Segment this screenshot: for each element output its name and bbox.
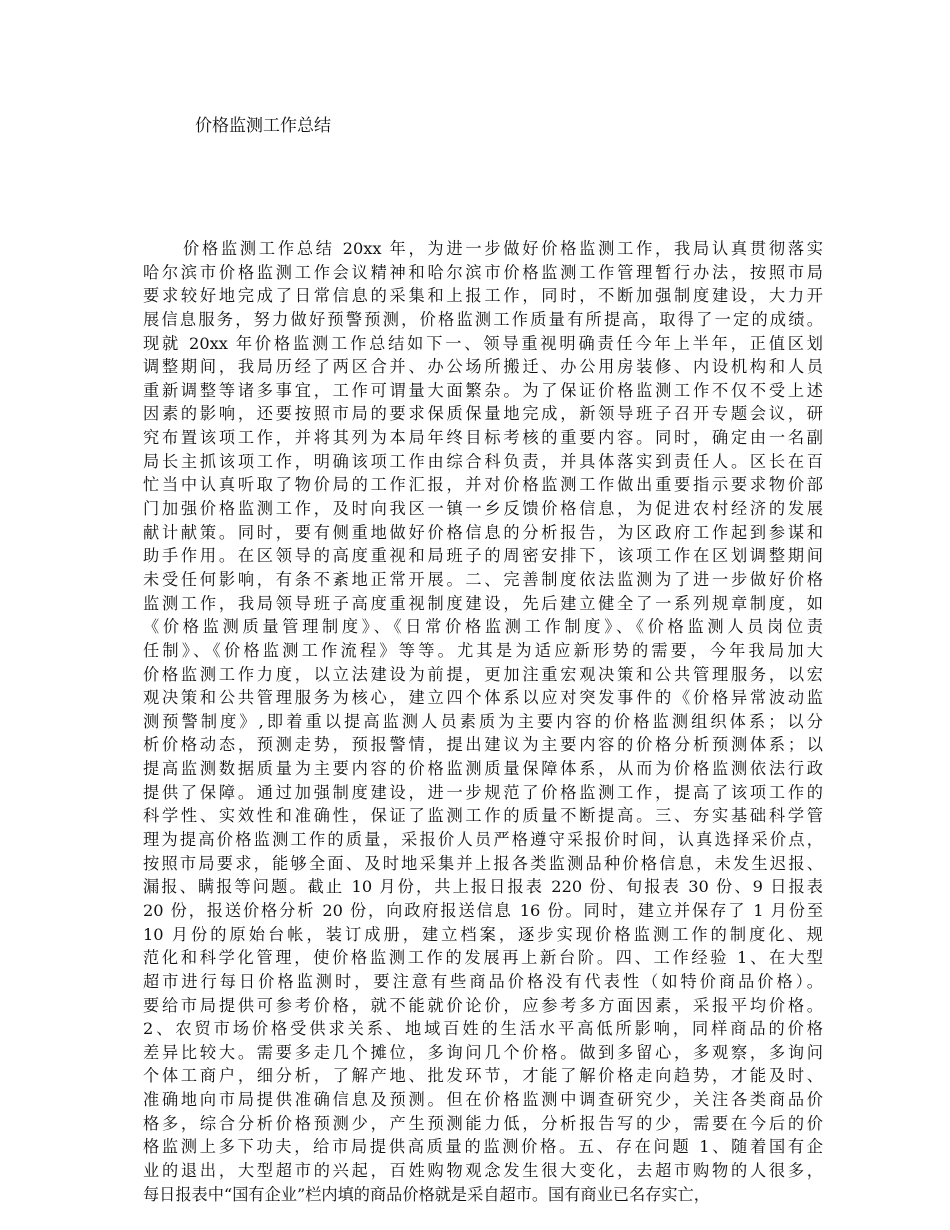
body-line: 观决策和公共管理服务为核心，建立四个体系以应对突发事件的《价格异常波动监 — [143, 688, 823, 708]
body-line: 忙当中认真听取了物价局的工作汇报，并对价格监测工作做出重要指示要求物价部 — [143, 475, 823, 495]
body-line: 按照市局要求，能够全面、及时地采集并上报各类监测品种价格信息，未发生迟报、 — [143, 853, 823, 873]
body-line: 哈尔滨市价格监测工作会议精神和哈尔滨市价格监测工作管理暂行办法，按照市局 — [143, 262, 823, 282]
body-line: 献计献策。同时，要有侧重地做好价格信息的分析报告，为区政府工作起到参谋和 — [143, 522, 823, 542]
document-body — [143, 237, 823, 1206]
body-line: 个体工商户，细分析，了解产地、批发环节，才能了解价格走向趋势，才能及时、 — [143, 1066, 823, 1086]
body-line: 任制》、《价格监测工作流程》等等。尤其是为适应新形势的需要，今年我局加大 — [143, 640, 823, 660]
body-line: 调整期间，我局历经了两区合并、办公场所搬迁、办公用房装修、内设机构和人员 — [143, 357, 823, 377]
body-line: 究布置该项工作，并将其列为本局年终目标考核的重要内容。同时，确定由一名副 — [143, 428, 823, 448]
body-line: 科学性、实效性和准确性，保证了监测工作的质量不断提高。三、夯实基础科学管 — [143, 806, 823, 826]
body-line: 漏报、瞒报等问题。截止 10 月份，共上报日报表 220 份、旬报表 30 份、9 日报表 — [143, 877, 823, 897]
body-line: 格多，综合分析价格预测少，产生预测能力低，分析报告写的少，需要在今后的价 — [143, 1113, 823, 1133]
body-line: 20 份，报送价格分析 20 份，向政府报送信息 16 份。同时，建立并保存了 1 月份至 — [143, 900, 823, 920]
body-line: 门加强价格监测工作，及时向我区一镇一乡反馈价格信息，为促进农村经济的发展 — [143, 499, 823, 519]
body-line: 《价格监测质量管理制度》、《日常价格监测工作制度》、《价格监测人员岗位责 — [143, 617, 823, 637]
body-line: 展信息服务，努力做好预警预测，价格监测工作质量有所提高，取得了一定的成绩。 — [143, 309, 823, 329]
body-line: 因素的影响，还要按照市局的要求保质保量地完成，新领导班子召开专题会议，研 — [143, 404, 823, 424]
body-line: 未受任何影响，有条不紊地正常开展。二、完善制度依法监测为了进一步做好价格 — [143, 569, 823, 589]
body-line: 测预警制度》,即着重以提高监测人员素质为主要内容的价格监测组织体系；以分 — [143, 711, 823, 731]
body-line: 范化和科学化管理，使价格监测工作的发展再上新台阶。四、工作经验 1、在大型 — [143, 948, 823, 968]
document-title: 价格监测工作总结 — [195, 116, 331, 136]
body-line: 提供了保障。通过加强制度建设，进一步规范了价格监测工作，提高了该项工作的 — [143, 782, 823, 802]
body-line: 要求较好地完成了日常信息的采集和上报工作，同时，不断加强制度建设，大力开 — [143, 286, 823, 306]
body-line: 现就 20xx 年价格监测工作总结如下一、领导重视明确责任今年上半年，正值区划 — [143, 333, 823, 353]
body-line: 助手作用。在区领导的高度重视和局班子的周密安排下，该项工作在区划调整期间 — [143, 546, 823, 566]
body-line: 要给市局提供可参考价格，就不能就价论价，应参考多方面因素，采报平均价格。 — [143, 995, 823, 1015]
body-line: 析价格动态，预测走势，预报警情，提出建议为主要内容的价格分析预测体系；以 — [143, 735, 823, 755]
body-line: 2、农贸市场价格受供求关系、地域百姓的生活水平高低所影响，同样商品的价格 — [143, 1019, 823, 1039]
body-line: 监测工作，我局领导班子高度重视制度建设，先后建立健全了一系列规章制度，如 — [143, 593, 823, 613]
body-line: 准确地向市局提供准确信息及预测。但在价格监测中调查研究少，关注各类商品价 — [143, 1090, 823, 1110]
body-line: 格监测上多下功夫，给市局提供高质量的监测价格。五、存在问题 1、随着国有企 — [143, 1137, 823, 1157]
body-line: 价格监测工作总结 20xx 年，为进一步做好价格监测工作，我局认真贯彻落实 — [183, 239, 823, 258]
body-line: 10 月份的原始台帐，装订成册，建立档案，逐步实现价格监测工作的制度化、规 — [143, 924, 823, 944]
body-line: 价格监测工作力度，以立法建设为前提，更加注重宏观决策和公共管理服务，以宏 — [143, 664, 823, 684]
body-line: 理为提高价格监测工作的质量，采报价人员严格遵守采报价时间，认真选择采价点， — [143, 830, 823, 850]
body-line: 提高监测数据质量为主要内容的价格监测质量保障体系，从而为价格监测依法行政 — [143, 759, 823, 779]
body-line: 重新调整等诸多事宜，工作可谓量大面繁杂。为了保证价格监测工作不仅不受上述 — [143, 380, 823, 400]
body-line: 局长主抓该项工作，明确该项工作由综合科负责，并具体落实到责任人。区长在百 — [143, 451, 823, 471]
body-line: 业的退出，大型超市的兴起，百姓购物观念发生很大变化，去超市购物的人很多， — [143, 1160, 823, 1180]
body-line: 差异比较大。需要多走几个摊位，多询问几个价格。做到多留心，多观察，多询问 — [143, 1042, 823, 1062]
body-line: 超市进行每日价格监测时，要注意有些商品价格没有代表性（如特价商品价格）。 — [143, 971, 823, 991]
body-line: 每日报表中“国有企业”栏内填的商品价格就是采自超市。国有商业已名存实亡， — [143, 1184, 710, 1204]
